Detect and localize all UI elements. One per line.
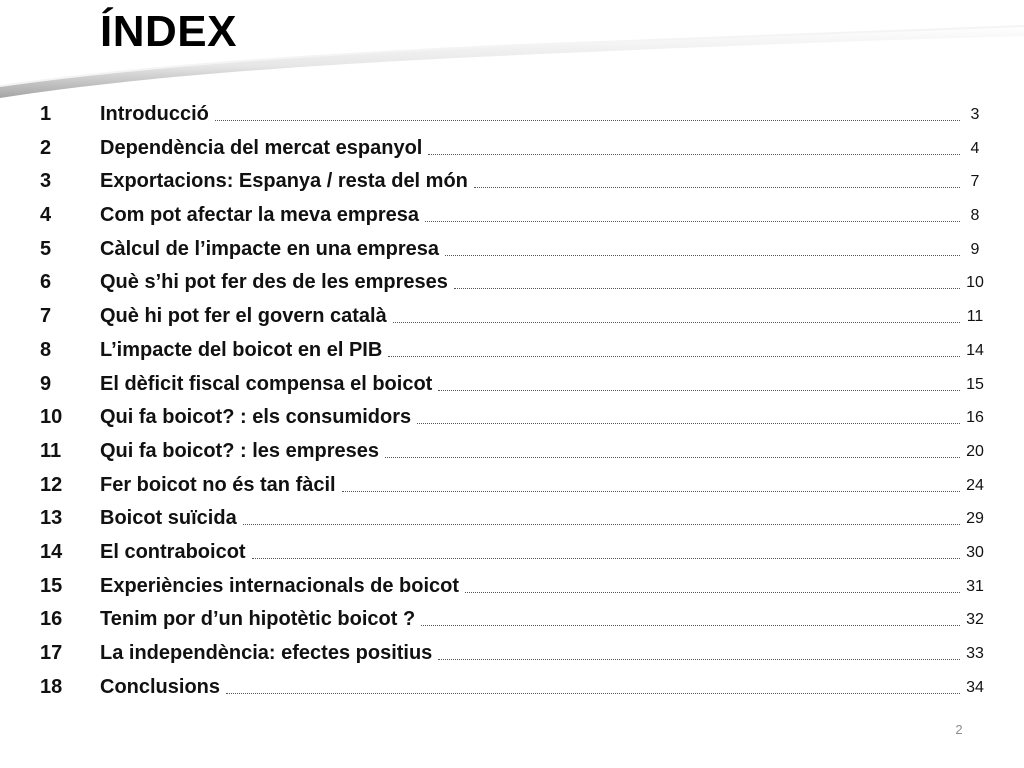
toc-entry-page: 10: [966, 274, 984, 292]
toc-entry-number: 1: [40, 103, 52, 125]
toc-entry: [0, 335, 1024, 369]
toc-entry-number: 4: [40, 204, 52, 227]
toc-entry-title: El dèficit fiscal compensa el boicot: [100, 372, 433, 395]
toc-leader-dots: [438, 390, 960, 391]
toc-entry-number: 9: [40, 372, 52, 395]
toc-leader-dots: [417, 423, 960, 424]
toc-entry-page: 4: [970, 139, 980, 157]
toc-entry-title: Introducció: [100, 103, 209, 125]
toc-entry-line: [100, 99, 960, 129]
slide-number: 2: [955, 722, 963, 737]
toc-entry: [0, 99, 1024, 133]
toc-entry-line: [100, 503, 960, 533]
toc-entry-line: [100, 571, 960, 601]
toc-entry: [0, 234, 1024, 268]
toc-entry-title: Càlcul de l’impacte en una empresa: [100, 237, 440, 260]
toc-entry-title: La independència: efectes positius: [100, 642, 433, 664]
toc-entry-line: [100, 267, 960, 297]
toc-entry-page: 24: [966, 476, 984, 494]
toc-entry: [0, 200, 1024, 234]
toc-entry: [0, 267, 1024, 301]
toc-entry-line: [100, 369, 960, 399]
toc-entry-line: [100, 200, 960, 230]
toc-leader-dots: [385, 457, 960, 458]
toc-entry-page: 30: [966, 543, 984, 561]
toc-entry-page: 3: [970, 106, 980, 123]
toc-leader-dots: [342, 491, 960, 492]
toc-entry-page: 34: [966, 678, 984, 696]
toc-entry-title: Tenim por d’un hipotètic boicot ?: [100, 608, 416, 631]
toc-entry-page: 7: [970, 173, 980, 191]
toc-entry-page: 11: [966, 308, 984, 326]
toc-entry: [0, 402, 1024, 436]
toc-entry: [0, 537, 1024, 571]
toc-entry-line: [100, 470, 960, 500]
toc-leader-dots: [454, 288, 960, 289]
toc-entry-line: [100, 402, 960, 432]
toc-entry-page: 8: [970, 207, 980, 225]
toc-leader-dots: [252, 558, 960, 559]
toc-entry-title: Què hi pot fer el govern català: [100, 305, 387, 328]
toc-entry-number: 3: [40, 170, 52, 193]
toc-entry-page: 15: [966, 375, 984, 393]
toc-entry-number: 2: [40, 136, 52, 159]
toc-leader-dots: [388, 356, 960, 357]
toc-entry-number: 18: [40, 675, 63, 698]
toc-leader-dots: [438, 659, 960, 660]
toc-leader-dots: [428, 154, 960, 155]
toc-entry-number: 6: [40, 271, 52, 294]
toc-entry-title: Conclusions: [100, 675, 221, 698]
toc-entry-number: 17: [40, 642, 63, 664]
toc-entry-title: Qui fa boicot? : els consumidors: [100, 406, 412, 429]
toc-entry: [0, 604, 1024, 638]
toc-entry: [0, 470, 1024, 504]
toc-entry-line: [100, 133, 960, 163]
toc-entry-line: [100, 604, 960, 634]
toc-entry-title: Què s’hi pot fer des de les empreses: [100, 271, 448, 294]
toc-entry-title: Fer boicot no és tan fàcil: [100, 473, 336, 496]
toc-entry-title: Qui fa boicot? : les empreses: [100, 439, 379, 462]
toc-leader-dots: [226, 693, 960, 694]
toc-entry-number: 8: [40, 338, 52, 361]
toc-leader-dots: [393, 322, 960, 323]
toc-entry-number: 15: [40, 574, 63, 597]
toc-entry-line: [100, 301, 960, 331]
toc-entry-number: 13: [40, 507, 63, 530]
toc-entry-line: [100, 638, 960, 668]
toc-entry: [0, 369, 1024, 403]
toc-entry-title: Experiències internacionals de boicot: [100, 574, 460, 597]
toc-entry-page: 20: [966, 442, 984, 460]
toc-entry-line: [100, 537, 960, 567]
toc-entry-title: Boicot suïcida: [100, 507, 237, 530]
toc-entry-number: 12: [40, 473, 63, 496]
toc-entry-title: Exportacions: Espanya / resta del món: [100, 170, 468, 193]
toc-entry: [0, 638, 1024, 672]
toc-entry-number: 14: [40, 540, 63, 563]
toc-entry-line: [100, 234, 960, 264]
toc-entry-title: Com pot afectar la meva empresa: [100, 204, 420, 227]
toc-entry-number: 5: [40, 237, 52, 260]
table-of-contents: [0, 99, 1024, 705]
toc-leader-dots: [445, 255, 960, 256]
toc-entry: [0, 133, 1024, 167]
toc-entry: [0, 301, 1024, 335]
toc-leader-dots: [425, 221, 960, 222]
toc-entry-page: 9: [970, 240, 980, 258]
toc-leader-dots: [215, 120, 960, 121]
toc-entry-page: 14: [966, 341, 984, 359]
toc-leader-dots: [243, 524, 960, 525]
toc-entry-page: 16: [966, 409, 984, 427]
toc-entry-line: [100, 166, 960, 196]
toc-entry: [0, 436, 1024, 470]
toc-entry: [0, 672, 1024, 706]
toc-entry-number: 11: [40, 439, 62, 462]
toc-leader-dots: [465, 592, 960, 593]
toc-entry-page: 31: [966, 577, 984, 595]
toc-entry-number: 10: [40, 406, 63, 429]
toc-entry-title: El contraboicot: [100, 540, 246, 563]
slide-title: ÍNDEX: [100, 7, 237, 56]
toc-entry-page: 33: [966, 645, 984, 662]
toc-entry-title: Dependència del mercat espanyol: [100, 136, 423, 159]
toc-leader-dots: [474, 187, 960, 188]
toc-entry: [0, 166, 1024, 200]
toc-entry-page: 32: [966, 611, 984, 629]
toc-entry-line: [100, 335, 960, 365]
toc-entry-page: 29: [966, 510, 984, 528]
toc-entry-title: L’impacte del boicot en el PIB: [100, 338, 383, 361]
toc-entry: [0, 503, 1024, 537]
toc-entry-line: [100, 672, 960, 702]
toc-entry-line: [100, 436, 960, 466]
toc-leader-dots: [421, 625, 960, 626]
toc-entry-number: 7: [40, 305, 52, 328]
toc-entry: [0, 571, 1024, 605]
toc-entry-number: 16: [40, 608, 63, 631]
